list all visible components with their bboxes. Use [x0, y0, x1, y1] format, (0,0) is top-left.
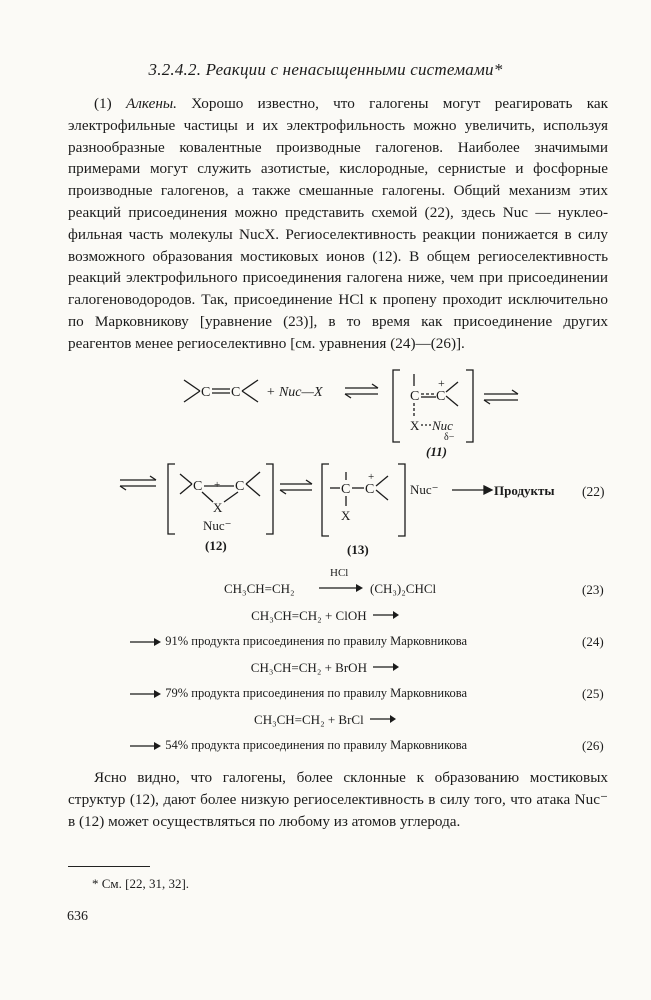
scheme-drawing — [0, 360, 651, 560]
equilibrium-arrow-2 — [484, 390, 518, 404]
ion12-c2: C — [235, 479, 245, 494]
eq24-result: 91% продукта присоединения по правилу Марковникова — [165, 634, 468, 648]
eq26-reactants-text: CH₃CH=CH₂ + BrCl — [254, 712, 364, 727]
para-lead: (1) — [94, 95, 126, 112]
cat13-x: X — [341, 508, 351, 523]
eq24-reactants-text: CH₃CH=CH₂ + ClOH — [251, 608, 367, 623]
eq25-reactants — [0, 660, 651, 676]
ion12-c1: C — [193, 479, 203, 494]
eq26-arrow — [367, 712, 397, 728]
int11-delta: δ− — [444, 432, 455, 443]
para-text: Хорошо известно, что галогены могут реагировать как электрофильные частицы и их электрофильность можно увеличить, используя разнообразные ковалентные производные галогенов. Наиболее значимыми примерами могут служить азотистые, кислородные, сернистые и фосфорные производные галогенов, а также смешанные галогены. Общий механизм этих реакций присоединения можно представить схемой (22), здесь Nuc — нуклеофильная часть молекулы NucX. Региоселективность реакции понижается в силу возможного образования мостиковых ионов (12). В общем региоселективность реакций электрофильного присоединения галогена ниже, чем при присоединении галогеноводородов. Так, присоединение HCl к пропену проходит исключительно по Марковникову [уравнение (23)], в то время как присоединение других реагентов менее региоселективно [см. уравнения (24)—(26)]. — [68, 95, 608, 352]
equilibrium-arrow-1 — [345, 384, 378, 398]
para-lead-italic: Алкены. — [126, 95, 177, 112]
page-number: 636 — [67, 909, 88, 924]
eq24-result-arrow — [128, 637, 162, 647]
ion12-x: X — [213, 500, 223, 515]
eq26-result-arrow — [128, 741, 162, 751]
eq25-result-line — [128, 685, 467, 701]
eq25-arrow — [370, 660, 400, 676]
equilibrium-arrow-3 — [120, 476, 156, 490]
eq-number-22: (22) — [582, 484, 605, 499]
eq26-result-line — [128, 737, 467, 753]
cat13-c1: C — [341, 482, 351, 497]
eq24-arrow — [370, 608, 400, 624]
eq25-result: 79% продукта присоединения по правилу Марковникова — [165, 686, 468, 700]
eq-number-24: (24) — [582, 634, 604, 649]
paragraph-conclusion — [68, 767, 608, 832]
int11-c1: C — [410, 389, 420, 404]
conclusion-text: Ясно видно, что галогены, более склонные к образованию мостиковых структур (12), дают более низкую региоселективность в силу того, что атака Nuc⁻ в (12) может осуществляться по любому из атомов углерода. — [68, 769, 608, 830]
ion12-nuc: Nuc⁻ — [203, 518, 232, 533]
intermediate-11 — [393, 370, 473, 459]
eq26-result: 54% продукта присоединения по правилу Марковникова — [165, 738, 468, 752]
eq25-result-arrow — [128, 689, 162, 699]
nuc-anion: Nuc⁻ — [410, 482, 439, 497]
label-12: (12) — [205, 538, 227, 553]
alkene-structure — [184, 380, 258, 402]
footnote-divider — [68, 866, 150, 867]
eq-number-23: (23) — [582, 582, 604, 597]
eq-number-26: (26) — [582, 738, 604, 753]
eq-number-25: (25) — [582, 686, 604, 701]
int11-plus: + — [438, 376, 445, 390]
reaction-scheme-22 — [0, 360, 651, 560]
eq25-reactants-text: CH₃CH=CH₂ + BrOH — [250, 660, 367, 675]
eq23-arrow — [318, 582, 364, 594]
alkene-c1: C — [201, 385, 211, 400]
bridged-ion-12 — [168, 464, 273, 553]
footnote: * См. [22, 31, 32]. — [92, 876, 190, 891]
products-label: Продукты — [494, 483, 555, 498]
ion12-plus: + — [214, 479, 221, 491]
eq24-reactants — [0, 608, 651, 624]
section-title: 3.2.4.2. Реакции с ненасыщенными системами* — [148, 60, 503, 79]
cat13-plus: + — [368, 471, 375, 483]
eq23-left: CH₃CH=CH₂ — [224, 581, 295, 596]
label-13: (13) — [347, 542, 369, 557]
cat13-c2: C — [365, 482, 375, 497]
carbocation-13 — [322, 464, 405, 557]
reagent-nucx: + Nuc—X — [266, 385, 323, 400]
int11-x: X — [410, 418, 420, 433]
eq23-right: (CH₃)₂CHCl — [370, 581, 437, 596]
alkene-c2: C — [231, 385, 241, 400]
eq26-reactants — [0, 712, 651, 728]
reaction-arrow-products — [452, 486, 492, 494]
int11-c2: C — [436, 389, 446, 404]
eq23-over-arrow: HCl — [330, 567, 349, 579]
label-11: (11) — [426, 444, 447, 459]
int11-nuc: Nuc — [432, 418, 453, 433]
eq24-result-line — [128, 633, 467, 649]
paragraph-alkenes — [68, 93, 608, 355]
equilibrium-arrow-4 — [280, 480, 312, 494]
